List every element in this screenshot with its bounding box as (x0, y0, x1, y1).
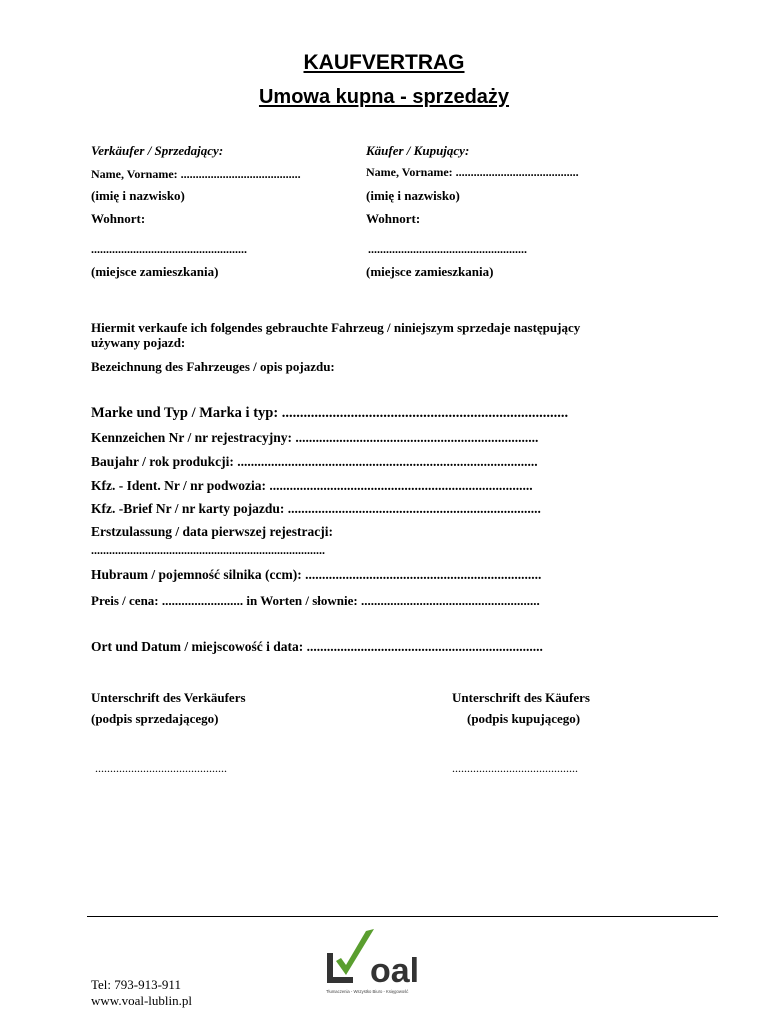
seller-residence-pl: (miejsce zamieszkania) (91, 264, 219, 279)
vehicle-description-label: Bezeichnung des Fahrzeuges / opis pojazdu: (91, 359, 335, 374)
buyer-residence-line: ..................................................... (368, 242, 527, 256)
vehicle-card-field: Kfz. -Brief Nr / nr karty pojazdu: ........................................................................... (91, 501, 541, 516)
buyer-heading: Käufer / Kupujący: (366, 143, 470, 158)
footer-website: www.voal-lublin.pl (91, 993, 192, 1008)
seller-name-field: Name, Vorname: ........................................ (91, 167, 301, 181)
seller-residence-line: .................................................... (91, 242, 247, 256)
buyer-residence-pl: (miejsce zamieszkania) (366, 264, 494, 279)
footer-divider (87, 916, 718, 917)
logo-text: oal (370, 952, 420, 990)
buyer-signature-label: Unterschrift des Käufers (452, 690, 590, 705)
price-field: Preis / cena: ......................... in Worten / słownie: ....................................................... (91, 593, 540, 608)
engine-capacity-field: Hubraum / pojemność silnika (ccm): ...................................................................... (91, 567, 542, 582)
production-year-field: Baujahr / rok produkcji: ......................................................................................... (91, 454, 538, 469)
intro-line-2: używany pojazd: (91, 335, 186, 350)
buyer-signature-line: .......................................... (452, 761, 578, 775)
seller-heading: Verkäufer / Sprzedający: (91, 143, 224, 158)
logo-tagline: Tłumaczenia - Wszystko Biuro - Księgowość (326, 989, 409, 994)
seller-signature-pl: (podpis sprzedającego) (91, 711, 219, 726)
document-subtitle: Umowa kupna - sprzedaży (258, 86, 510, 108)
intro-line-1: Hiermit verkaufe ich folgendes gebrauchte Fahrzeug / niniejszym sprzedaje następujący (91, 320, 581, 335)
logo-v-base (327, 977, 353, 983)
buyer-signature-pl: (podpis kupującego) (467, 711, 581, 726)
registration-number-field: Kennzeichen Nr / nr rejestracyjny: ........................................................................ (91, 430, 539, 445)
check-icon (336, 929, 374, 975)
place-date-field: Ort und Datum / miejscowość i data: ...................................................................... (91, 639, 543, 654)
make-type-field: Marke und Typ / Marka i typ: ............................................................................... (91, 405, 569, 421)
buyer-name-pl: (imię i nazwisko) (366, 188, 460, 203)
document-title: KAUFVERTRAG (303, 51, 465, 74)
seller-residence-label: Wohnort: (91, 211, 146, 226)
seller-signature-label: Unterschrift des Verkäufers (91, 690, 246, 705)
first-registration-line: .............................................................................. (91, 543, 325, 557)
seller-signature-line: ............................................ (95, 761, 227, 775)
seller-name-pl: (imię i nazwisko) (91, 188, 185, 203)
vin-field: Kfz. - Ident. Nr / nr podwozia: .............................................................................. (91, 478, 533, 493)
voal-logo (322, 925, 446, 995)
buyer-residence-label: Wohnort: (366, 211, 421, 226)
buyer-name-field: Name, Vorname: ......................................... (366, 165, 579, 179)
first-registration-label: Erstzulassung / data pierwszej rejestracji: (91, 524, 333, 539)
footer-phone: Tel: 793-913-911 (91, 977, 181, 992)
